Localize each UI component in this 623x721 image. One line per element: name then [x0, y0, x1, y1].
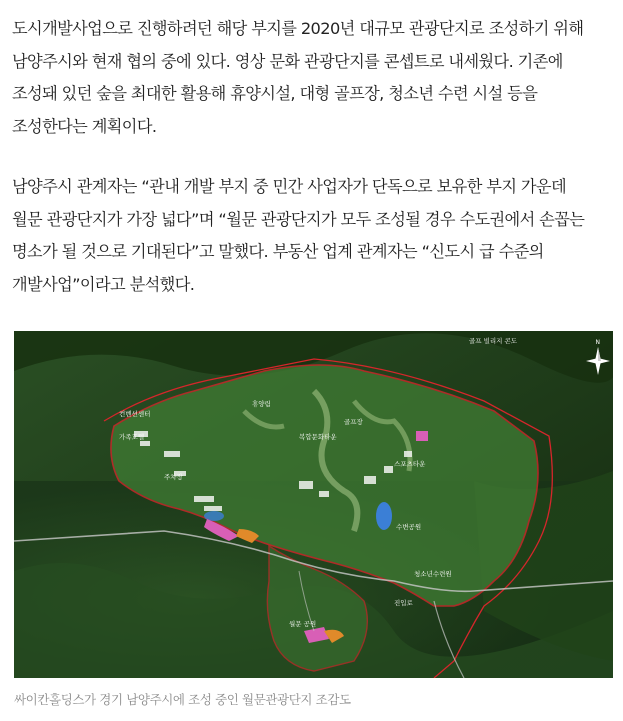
map-label: 골프 빌리지 콘도 — [469, 337, 518, 345]
map-label: 스포츠타운 — [394, 460, 426, 468]
map-label: 주차장 — [164, 473, 183, 481]
paragraph-line: 개발사업”이라고 분석했다. — [12, 274, 195, 294]
map-label: 진입로 — [394, 599, 413, 607]
map-label: 복합문화타운 — [299, 433, 337, 441]
map-label: 월문 공원 — [289, 620, 317, 628]
magenta-zone — [416, 431, 428, 441]
map-label: 수변공원 — [396, 523, 422, 531]
image-caption: 싸이칸홀딩스가 경기 남양주시에 조성 중인 월문관광단지 조감도 — [14, 692, 351, 707]
aerial-map-svg — [14, 331, 613, 678]
paragraph-line: 월문 관광단지가 가장 넓다”며 “월문 관광단지가 모두 조성될 경우 수도권에서 손꼽는 — [12, 209, 585, 229]
paragraph-line: 명소가 될 것으로 기대된다”고 말했다. 부동산 업계 관계자는 “신도시 급 수준의 — [12, 242, 544, 261]
compass-north-label: N — [595, 339, 600, 346]
map-label: 골프장 — [344, 418, 363, 426]
paragraph-line: 조성한다는 계획이다. — [12, 116, 157, 136]
paragraph-line: 조성돼 있던 숲을 최대한 활용해 휴양시설, 대형 골프장, 청소년 수련 시설 등을 — [12, 84, 538, 103]
article-paragraph-1 — [12, 13, 617, 143]
map-label: 휴양림 — [252, 400, 271, 408]
paragraph-line: 도시개발사업으로 진행하려던 해당 부지를 2020년 대규모 관광단지로 조성하기 위해 — [12, 19, 584, 38]
paragraph-line: 남양주시 관계자는 “관내 개발 부지 중 민간 사업자가 단독으로 보유한 부지 가운데 — [12, 177, 567, 196]
map-label: 컨벤션센터 — [119, 410, 151, 418]
water-body — [376, 502, 392, 530]
paragraph-line: 남양주시와 현재 협의 중에 있다. 영상 문화 관광단지를 콘셉트로 내세웠다. 기존에 — [12, 51, 563, 71]
map-label: 가족호텔 — [119, 433, 145, 441]
map-label: 청소년수련원 — [414, 570, 452, 578]
article-paragraph-2 — [12, 171, 617, 301]
site-map-image — [14, 331, 613, 678]
